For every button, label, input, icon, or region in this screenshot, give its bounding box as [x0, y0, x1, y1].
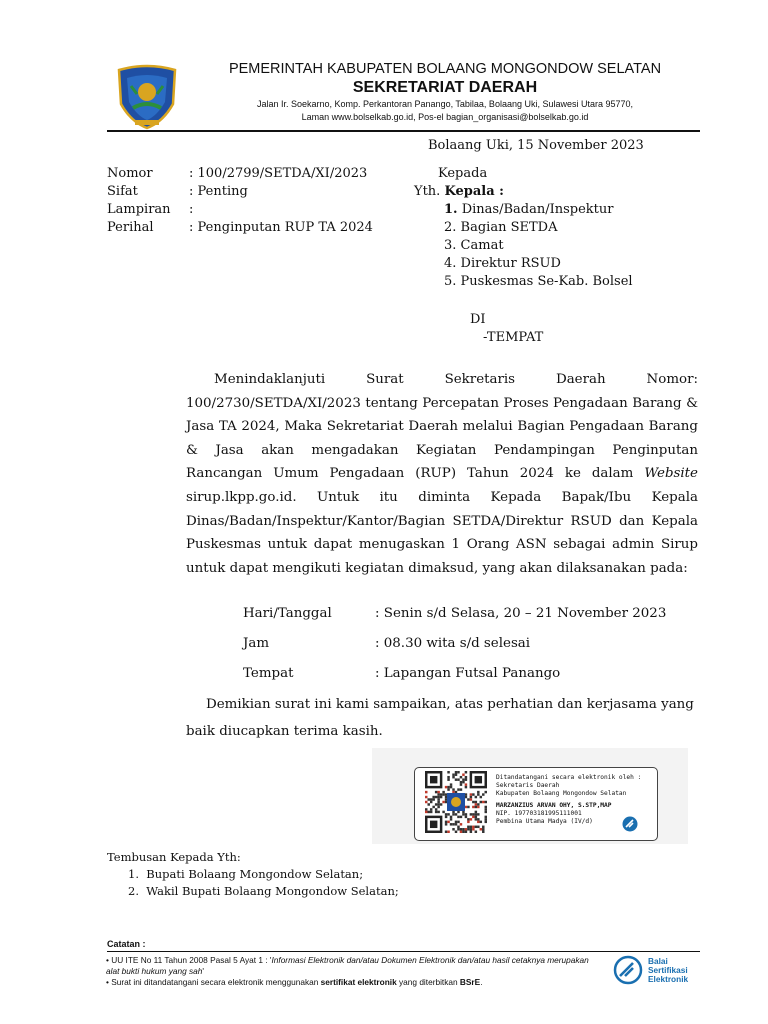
meta-value-nomor: : 100/2799/SETDA/XI/2023 [189, 166, 368, 181]
department-name: SEKRETARIAT DAERAH [352, 79, 538, 96]
paragraph-text: Menindaklanjuti Surat Sekretaris Daerah Nomor: 100/2730/SETDA/XI/2023 tentang Percepatan Proses Pengadaan Barang & Jasa TA 2024, Maka Sekretariat Daerah melalui Bagian Pengadaan Barang & Jasa akan mengadakan Kegiatan Pendampingan Penginputan Rancangan Umum Pengadaan (RUP) Tahun 2024 ke dalam [186, 372, 698, 482]
bsre-label: Elektronik [648, 974, 689, 984]
meta-label-lampiran: Lampiran [107, 202, 171, 217]
recipient-kepada: Kepada [438, 166, 488, 181]
body-paragraph [186, 368, 698, 580]
copy-item [128, 884, 399, 898]
note-italic: Informasi Elektronik dan/atau Dokumen Elektronik dan/atau hasil cetaknya merupakan alat bukti hukum yang sah [106, 955, 589, 976]
signature-line: Ditandatangani secara elektronik oleh : [496, 774, 642, 781]
regency-emblem-logo [113, 64, 181, 130]
schedule-value-place: : Lapangan Futsal Panango [375, 666, 561, 681]
copy-text: Bupati Bolaang Mongondow Selatan; [146, 867, 364, 881]
meta-value-lampiran: : [189, 202, 194, 217]
meta-value-sifat: : Penting [189, 184, 248, 199]
notes-heading: Catatan : [107, 939, 146, 949]
recipient-num: 5. [444, 274, 457, 289]
meta-label-nomor: Nomor [107, 166, 153, 181]
recipient-num: 1. [444, 202, 458, 217]
meta-label-perihal: Perihal [107, 220, 154, 235]
note-bold: sertifikat elektronik [320, 977, 397, 987]
copy-num: 1. [128, 867, 139, 881]
copies-heading: Tembusan Kepada Yth: [107, 850, 241, 864]
note-text: . [480, 977, 483, 987]
contact-line: Laman www.bolselkab.go.id, Pos-el bagian_organisasi@bolselkab.go.id [301, 112, 589, 122]
government-name: PEMERINTAH KABUPATEN BOLAANG MONGONDOW SELATAN [228, 61, 662, 77]
copy-text: Wakil Bupati Bolaang Mongondow Selatan; [146, 884, 399, 898]
recipient-item [444, 202, 614, 217]
schedule-label-time: Jam [243, 636, 270, 651]
signer-nip: NIP. 197703181995111001 [496, 810, 582, 817]
bsre-label: Balai [648, 956, 668, 966]
recipient-item [444, 274, 633, 289]
recipient-num: 2. [444, 220, 457, 235]
bsre-label: Sertifikasi [648, 965, 688, 975]
recipient-tempat: -TEMPAT [483, 330, 544, 345]
footer-note: • UU ITE No 11 Tahun 2008 Pasal 5 Ayat 1 : 'Informasi Elektronik dan/atau Dokumen Elektronik dan/atau hasil cetaknya merupakan alat bukti hukum yang sah' [106, 955, 589, 976]
copy-num: 2. [128, 884, 139, 898]
meta-label-sifat: Sifat [107, 184, 138, 199]
header-divider [107, 130, 700, 132]
paragraph-italic: Website [644, 466, 698, 482]
note-text: Surat ini ditandatangani secara elektronik menggunakan [111, 977, 321, 987]
schedule-value-time: : 08.30 wita s/d selesai [375, 636, 531, 651]
signer-rank: Pembina Utama Madya (IV/d) [496, 818, 593, 825]
recipient-text: Camat [460, 238, 504, 253]
recipient-yth [414, 184, 504, 199]
yth-label: Yth. [414, 184, 441, 199]
note-text: ' [202, 965, 204, 976]
signer-name: MARZANZIUS ARVAN OHY, S.STP,MAP [496, 802, 612, 809]
paragraph-text: sirup.lkpp.go.id. Untuk itu diminta Kepada Bapak/Ibu Kepala Dinas/Badan/Inspektur/Kantor/Bagian SETDA/Direktur RSUD dan Kepala Puskesmas untuk dapat menugaskan 1 Orang ASN sebagai admin Sirup untuk dapat mengikuti kegiatan dimaksud, yang akan dilaksanakan pada: [186, 489, 698, 576]
address-line: Jalan Ir. Soekarno, Komp. Perkantoran Panango, Tabilaa, Bolaang Uki, Sulawesi Utara 95770, [256, 99, 634, 109]
recipient-text: Direktur RSUD [460, 256, 561, 271]
schedule-value-date: : Senin s/d Selasa, 20 – 21 November 2023 [375, 606, 667, 621]
recipient-item [444, 256, 561, 271]
qr-code[interactable] [425, 771, 487, 833]
recipient-num: 4. [444, 256, 457, 271]
closing-paragraph: Demikian surat ini kami sampaikan, atas perhatian dan kerjasama yang baik diucapkan terima kasih. [186, 697, 694, 739]
meta-value-perihal: : Penginputan RUP TA 2024 [189, 220, 373, 235]
copy-item [128, 867, 363, 881]
recipient-num: 3. [444, 238, 457, 253]
note-text: UU ITE No 11 Tahun 2008 Pasal 5 Ayat 1 : ' [111, 955, 272, 965]
note-text: yang diterbitkan [396, 977, 460, 987]
note-bold: BSrE [459, 977, 481, 987]
recipient-item [444, 238, 504, 253]
recipient-text: Dinas/Badan/Inspektur [461, 202, 614, 217]
recipient-item [444, 220, 557, 235]
bsre-icon [622, 816, 638, 832]
signature-line: Sekretaris Daerah [496, 782, 560, 789]
recipient-text: Puskesmas Se-Kab. Bolsel [460, 274, 633, 289]
yth-kepala: Kepala : [444, 184, 504, 199]
footer-note: • Surat ini ditandatangani secara elektronik menggunakan sertifikat elektronik yang diterbitkan BSrE. [106, 977, 483, 987]
schedule-label-date: Hari/Tanggal [243, 606, 332, 621]
recipient-di: DI [470, 312, 486, 327]
schedule-label-place: Tempat [243, 666, 294, 681]
signature-line: Kabupaten Bolaang Mongondow Selatan [496, 790, 627, 797]
footer-divider [107, 951, 700, 952]
place-date: Bolaang Uki, 15 November 2023 [428, 138, 644, 153]
recipient-text: Bagian SETDA [460, 220, 558, 235]
